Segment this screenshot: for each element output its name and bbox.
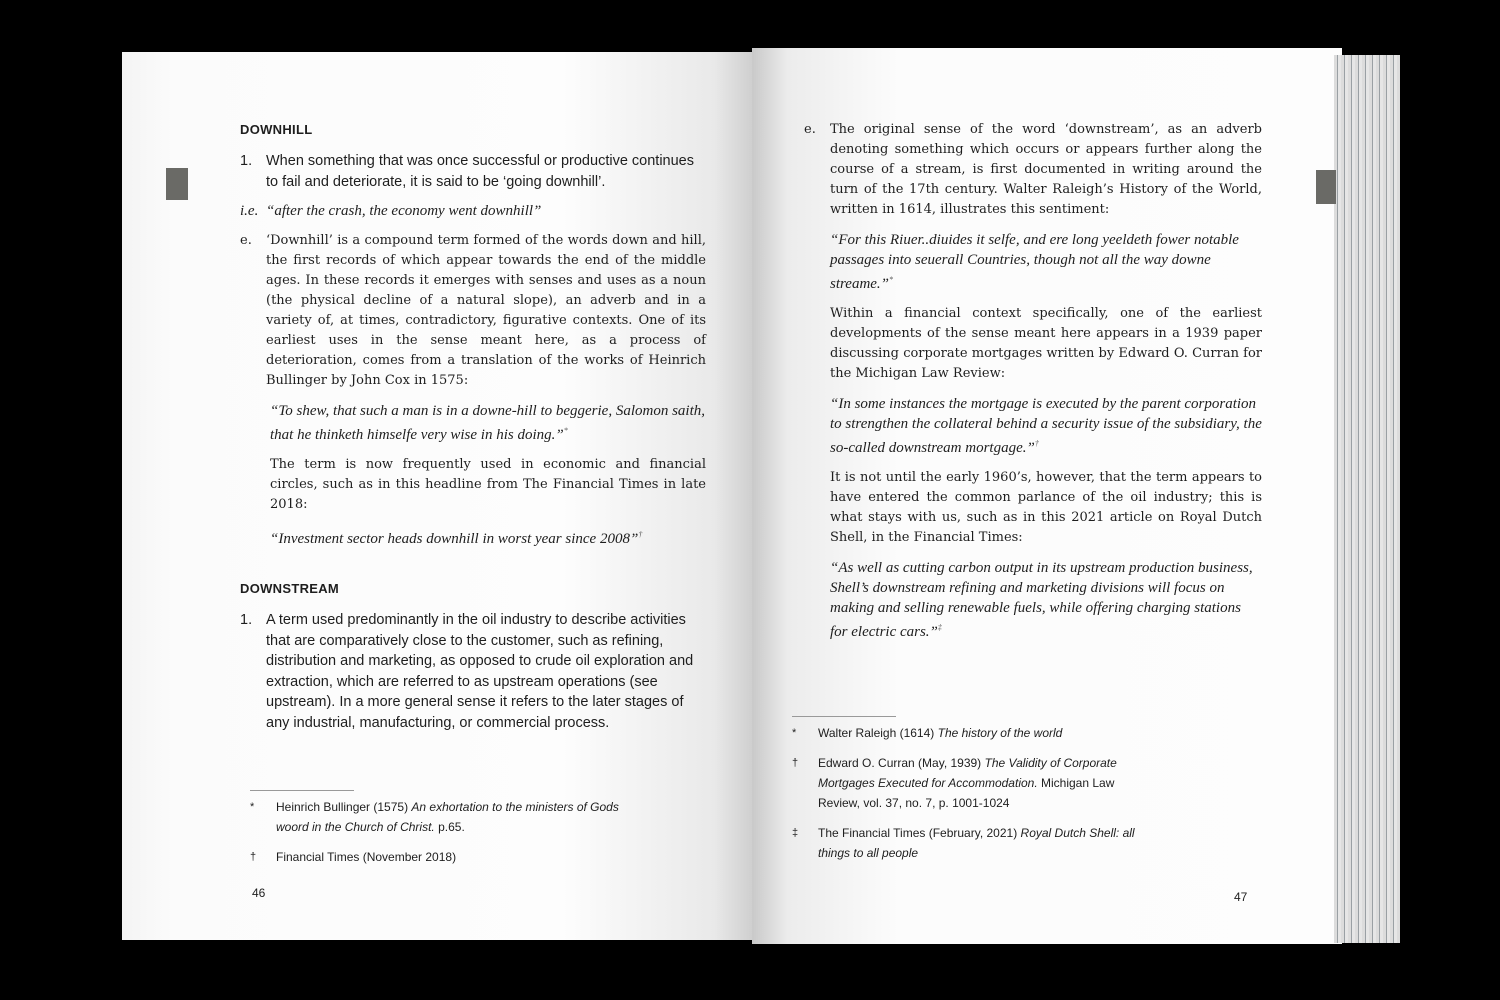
downhill-heading: DOWNHILL — [240, 122, 313, 137]
footnote-mark: † — [1034, 439, 1039, 448]
right-page-edges — [1334, 55, 1400, 943]
right-page — [752, 48, 1342, 944]
downstream-quote-3: “As well as cutting carbon output in its upstream production business, Shell’s downstream refining and marketing divisions will focus on making and selling renewable fuels, while offering charging stations for electric cars.” — [830, 560, 1253, 640]
downhill-definition: When something that was once successful or productive continues to fail and deteriorate, it is said to be ‘going downhill’. — [266, 153, 694, 190]
downhill-quote-2: “Investment sector heads downhill in worst year since 2008” — [270, 531, 639, 547]
downstream-heading: DOWNSTREAM — [240, 581, 340, 596]
downstream-def-number: 1. — [240, 612, 253, 628]
footnote-mark: † — [638, 530, 643, 539]
downhill-paragraph-2: The term is now frequently used in economic and financial circles, such as in this headline from The Financial Times in late 2018: — [270, 457, 706, 512]
footnote-mark: ‡ — [937, 623, 942, 632]
downstream-paragraph-3: It is not until the early 1960’s, however, that the term appears to have entered the common parlance of the oil industry; this is what stays with us, such as in this 2021 article on Royal Dutch Shell, in the Financial Times: — [830, 470, 1262, 545]
page-number: 46 — [252, 886, 266, 900]
downstream-quote-2: “In some instances the mortgage is executed by the parent corporation to strengthen the collateral behind a security issue of the subsidiary, the so-called downstream mortgage.” — [830, 396, 1262, 456]
downhill-def-number: 1. — [240, 153, 253, 169]
footnote: * Walter Raleigh (1614) The history of the world — [792, 726, 1063, 740]
downhill-etymology-label: e. — [240, 233, 252, 248]
downhill-example: “after the crash, the economy went downhill” — [266, 203, 542, 219]
page-number: 47 — [1234, 890, 1248, 904]
downhill-etymology: ‘Downhill’ is a compound term formed of the words down and hill, the first records of which appear towards the end of the middle ages. In these records it emerges with senses and uses as a noun (the physical decline of a natural slope), an adverb and in a variety of, at times, contradictory, figurative contexts. One of its earliest uses in the sense meant here, as a process of deterioration, comes from a translation of the works of Heinrich Bullinger by John Cox in 1575: — [266, 233, 706, 388]
downstream-quote-1: “For this Riuer..diuides it selfe, and ere long yeeldeth fower notable passages into seuerall Countries, though not all the way downe streame.” — [830, 232, 1239, 292]
downstream-etymology-label: e. — [804, 122, 816, 137]
downstream-definition: A term used predominantly in the oil industry to describe activities that are comparatively close to the customer, such as refining, distribution and marketing, as opposed to crude oil exploration and extraction, which are referred to as upstream operations (see upstream). In a more general sense it refers to the later stages of any industrial, manufacturing, or commercial process. — [266, 612, 694, 731]
downstream-etymology: The original sense of the word ‘downstream’, as an adverb denoting something which occurs or appears further along the course of a stream, is first documented in writing around the turn of the 17th century. Walter Raleigh’s History of the World, written in 1614, illustrates this sentiment: — [830, 122, 1262, 217]
left-page — [122, 52, 752, 940]
downhill-quote-1: “To shew, that such a man is in a downe-hill to beggerie, Salomon saith, that he thinketh himselfe very wise in his doing.” — [270, 403, 706, 443]
left-page-tab — [166, 168, 188, 200]
footnote: * Heinrich Bullinger (1575) An exhortation to the ministers of Gods woord in the Church of Christ. p.65. — [250, 800, 619, 834]
downhill-ie-label: i.e. — [240, 203, 259, 219]
footnote-rule — [250, 790, 354, 791]
footnote: † Edward O. Curran (May, 1939) The Validity of Corporate Mortgages Executed for Accommodation. Michigan Law Review, vol. 37, no. 7, p. 1001-1024 — [792, 756, 1117, 810]
footnote-rule — [792, 716, 896, 717]
footnote: † Financial Times (November 2018) — [250, 850, 457, 864]
footnote-mark: * — [563, 426, 568, 435]
footnote-mark: * — [889, 275, 894, 284]
right-page-tab — [1316, 170, 1336, 204]
downstream-paragraph-2: Within a financial context specifically, one of the earliest developments of the sense meant here appears in a 1939 paper discussing corporate mortgages written by Edward O. Curran for the Michigan Law Review: — [830, 306, 1262, 381]
footnote: ‡ The Financial Times (February, 2021) Royal Dutch Shell: all things to all people — [792, 826, 1135, 860]
